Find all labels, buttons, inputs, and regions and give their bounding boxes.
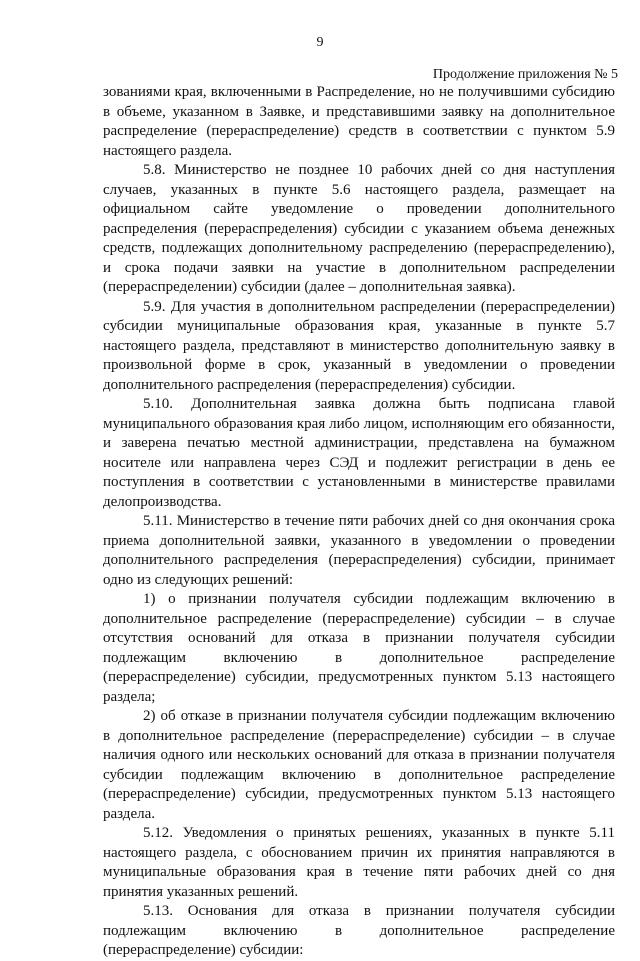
- body-text: [103, 83, 615, 961]
- paragraph-5-13: 5.13. Основания для отказа в признании получателя субсидии подлежащим включению в дополнительное распределение (перераспределение) субсидии:: [103, 903, 615, 958]
- page-number: 9: [316, 35, 324, 50]
- paragraph-5-12: 5.12. Уведомления о принятых решениях, указанных в пункте 5.11 настоящего раздела, с обоснованием причин их принятия направляются в муниципальные образования края в течение пяти рабочих дней со дня принятия указанных решений.: [103, 825, 615, 900]
- paragraph-5-11-item-1: 1) о признании получателя субсидии подлежащим включению в дополнительное распределение (перераспределение) субсидии – в случае отсутствия оснований для отказа в признании получателя субсидии подлежащим включению в дополнительное распределение (перераспределение) субсидии, предусмотренных пунктом 5.13 настоящего раздела;: [103, 591, 615, 705]
- paragraph-5-8: 5.8. Министерство не позднее 10 рабочих дней со дня наступления случаев, указанных в пункте 5.6 настоящего раздела, размещает на официальном сайте уведомление о проведении дополнительного распределения (перераспределения) субсидии с указанием объема денежных средств, подлежащих дополнительному распределению (перераспределению), и срока подачи заявки на участие в дополнительном распределении (перераспределении) субсидии (далее – дополнительная заявка).: [103, 162, 615, 295]
- paragraph-5-11-item-2: 2) об отказе в признании получателя субсидии подлежащим включению в дополнительное распределение (перераспределение) субсидии – в случае наличия одного или нескольких оснований для отказа в признании получателя субсидии подлежащим включению в дополнительное распределение (перераспределение) субсидии, предусмотренных пунктом 5.13 настоящего раздела.: [103, 708, 615, 822]
- paragraph-5-10: 5.10. Дополнительная заявка должна быть подписана главой муниципального образования края либо лицом, исполняющим его обязанности, и заверена печатью местной администрации, представлена на бумажном носителе или направлена через СЭД и подлежит регистрации в день ее поступления в соответствии с установленными в министерстве правилами делопроизводства.: [103, 396, 615, 510]
- paragraph-continuation: зованиями края, включенными в Распределение, но не получившими субсидию в объеме, указанном в Заявке, и представившими заявку на дополнительное распределение (перераспределение) средств в соответствии с пунктом 5.9 настоящего раздела.: [103, 84, 615, 159]
- paragraph-5-11: 5.11. Министерство в течение пяти рабочих дней со дня окончания срока приема дополнительной заявки, указанного в уведомлении о проведении дополнительного распределения (перераспределения) субсидии, принимает одно из следующих решений:: [103, 513, 615, 588]
- appendix-continuation-label: Продолжение приложения № 5: [432, 67, 618, 82]
- paragraph-5-9: 5.9. Для участия в дополнительном распределении (перераспределении) субсидии муниципальные образования края, указанные в пункте 5.7 настоящего раздела, представляют в министерство дополнительную заявку в произвольной форме в срок, указанный в уведомлении о проведении дополнительного распределения (перераспределения) субсидии.: [103, 298, 615, 393]
